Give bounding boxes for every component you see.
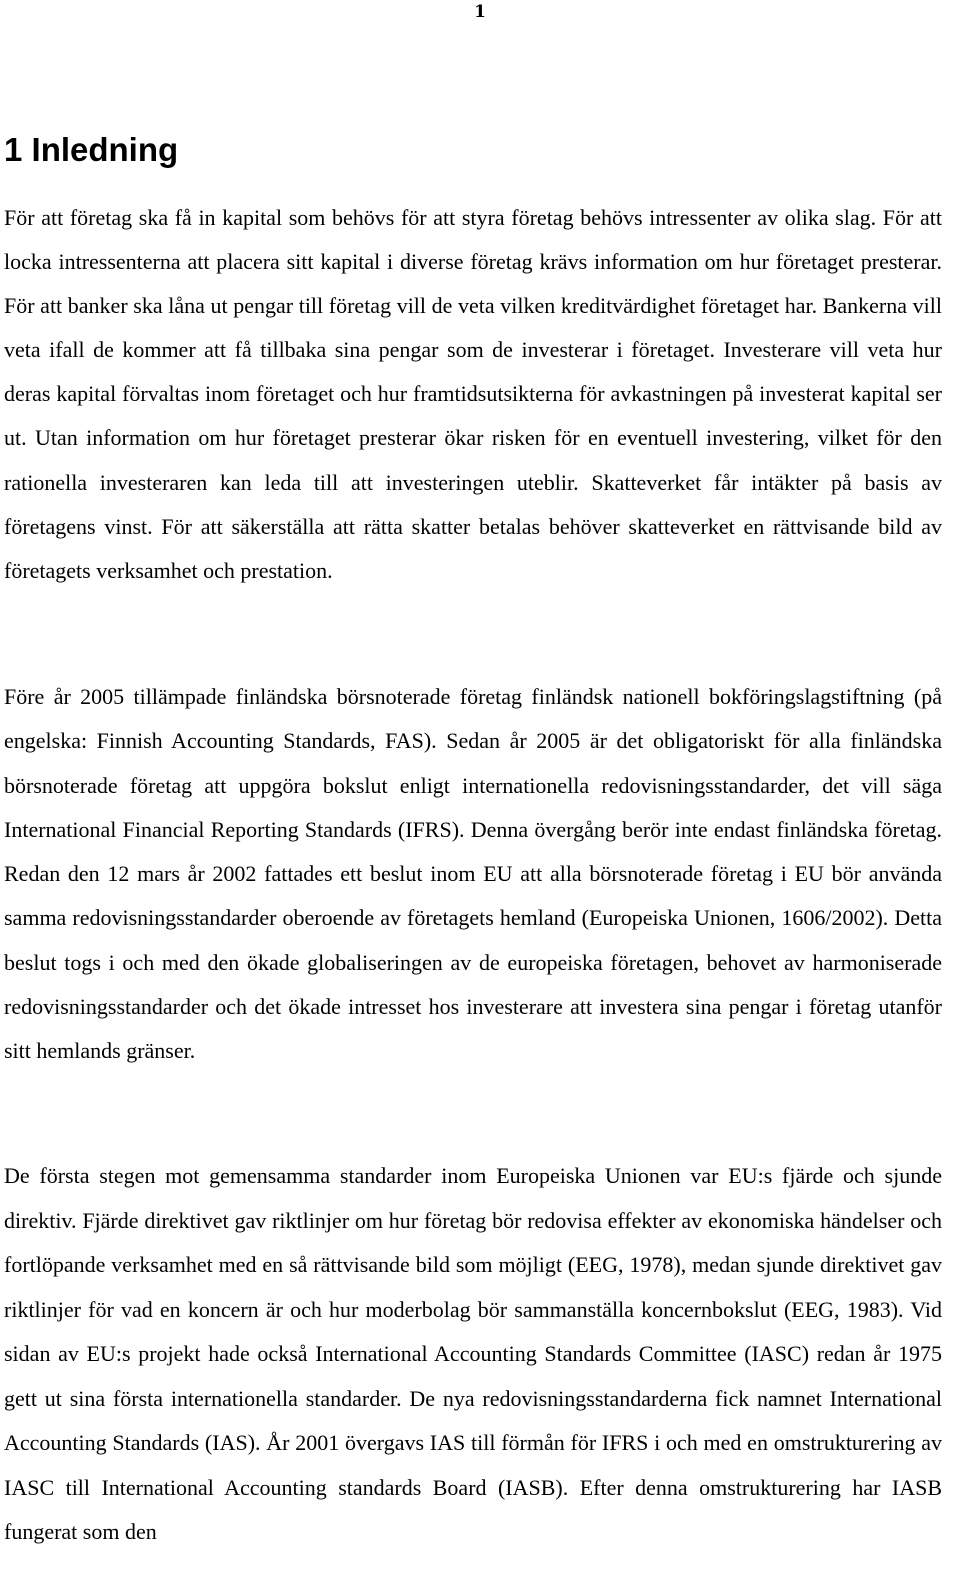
section-heading: 1 Inledning [4,131,179,168]
paragraph-3: De första stegen mot gemensamma standarder inom Europeiska Unionen var EU:s fjärde och sjunde direktiv. Fjärde direktivet gav riktlinjer om hur företag bör redovisa effekter av ekonomiska händelser och fortlöpande verksamhet med en så rättvisande bild som möjligt (EEG, 1978), medan sjunde direktivet gav riktlinjer för vad en koncern är och hur moderbolag bör sammanställa koncernbokslut (EEG, 1983). Vid sidan av EU:s projekt hade också International Accounting Standards Committee (IASC) redan år 1975 gett ut sina första internationella standarder. De nya redovisningsstandarderna fick namnet International Accounting Standards (IAS). År 2001 övergavs IAS till förmån för IFRS i och med en omstrukturering av IASC till International Accounting standards Board (IASB). Efter denna omstrukturering har IASB fungerat som den [4,1163,942,1544]
paragraph-1: För att företag ska få in kapital som behövs för att styra företag behövs intressenter av olika slag. För att locka intressenterna att placera sitt kapital i diverse företag krävs information om hur företaget presterar. För att banker ska låna ut pengar till företag vill de veta vilken kreditvärdighet företaget har. Bankerna vill veta ifall de kommer att få tillbaka sina pengar som de investerar i företaget. Investerare vill veta hur deras kapital förvaltas inom företaget och hur framtidsutsikterna för avkastningen på investerat kapital ser ut. Utan information om hur företaget presterar ökar risken för en eventuell investering, vilket för den rationella investeraren kan leda till att investeringen uteblir. Skatteverket får intäkter på basis av företagens vinst. För att säkerställa att rätta skatter betalas behöver skatteverket en rättvisande bild av företagets verksamhet och prestation. [4,205,942,583]
page-number: 1 [474,2,486,22]
paragraph-2: Före år 2005 tillämpade finländska börsnoterade företag finländsk nationell bokföringslagstiftning (på engelska: Finnish Accounting Standards, FAS). Sedan år 2005 är det obligatoriskt för alla finländska börsnoterade företag att uppgöra bokslut enligt internationella redovisningsstandarder, det vill säga International Financial Reporting Standards (IFRS). Denna övergång berör inte endast finländska företag. Redan den 12 mars år 2002 fattades ett beslut inom EU att alla börsnoterade företag i EU bör använda samma redovisningsstandarder oberoende av företagets hemland (Europeiska Unionen, 1606/2002). Detta beslut togs i och med den ökade globaliseringen av de europeiska företagen, behovet av harmoniserade redovisningsstandarder och det ökade intresset hos investerare att investera sina pengar i företag utanför sitt hemlands gränser. [4,684,942,1064]
